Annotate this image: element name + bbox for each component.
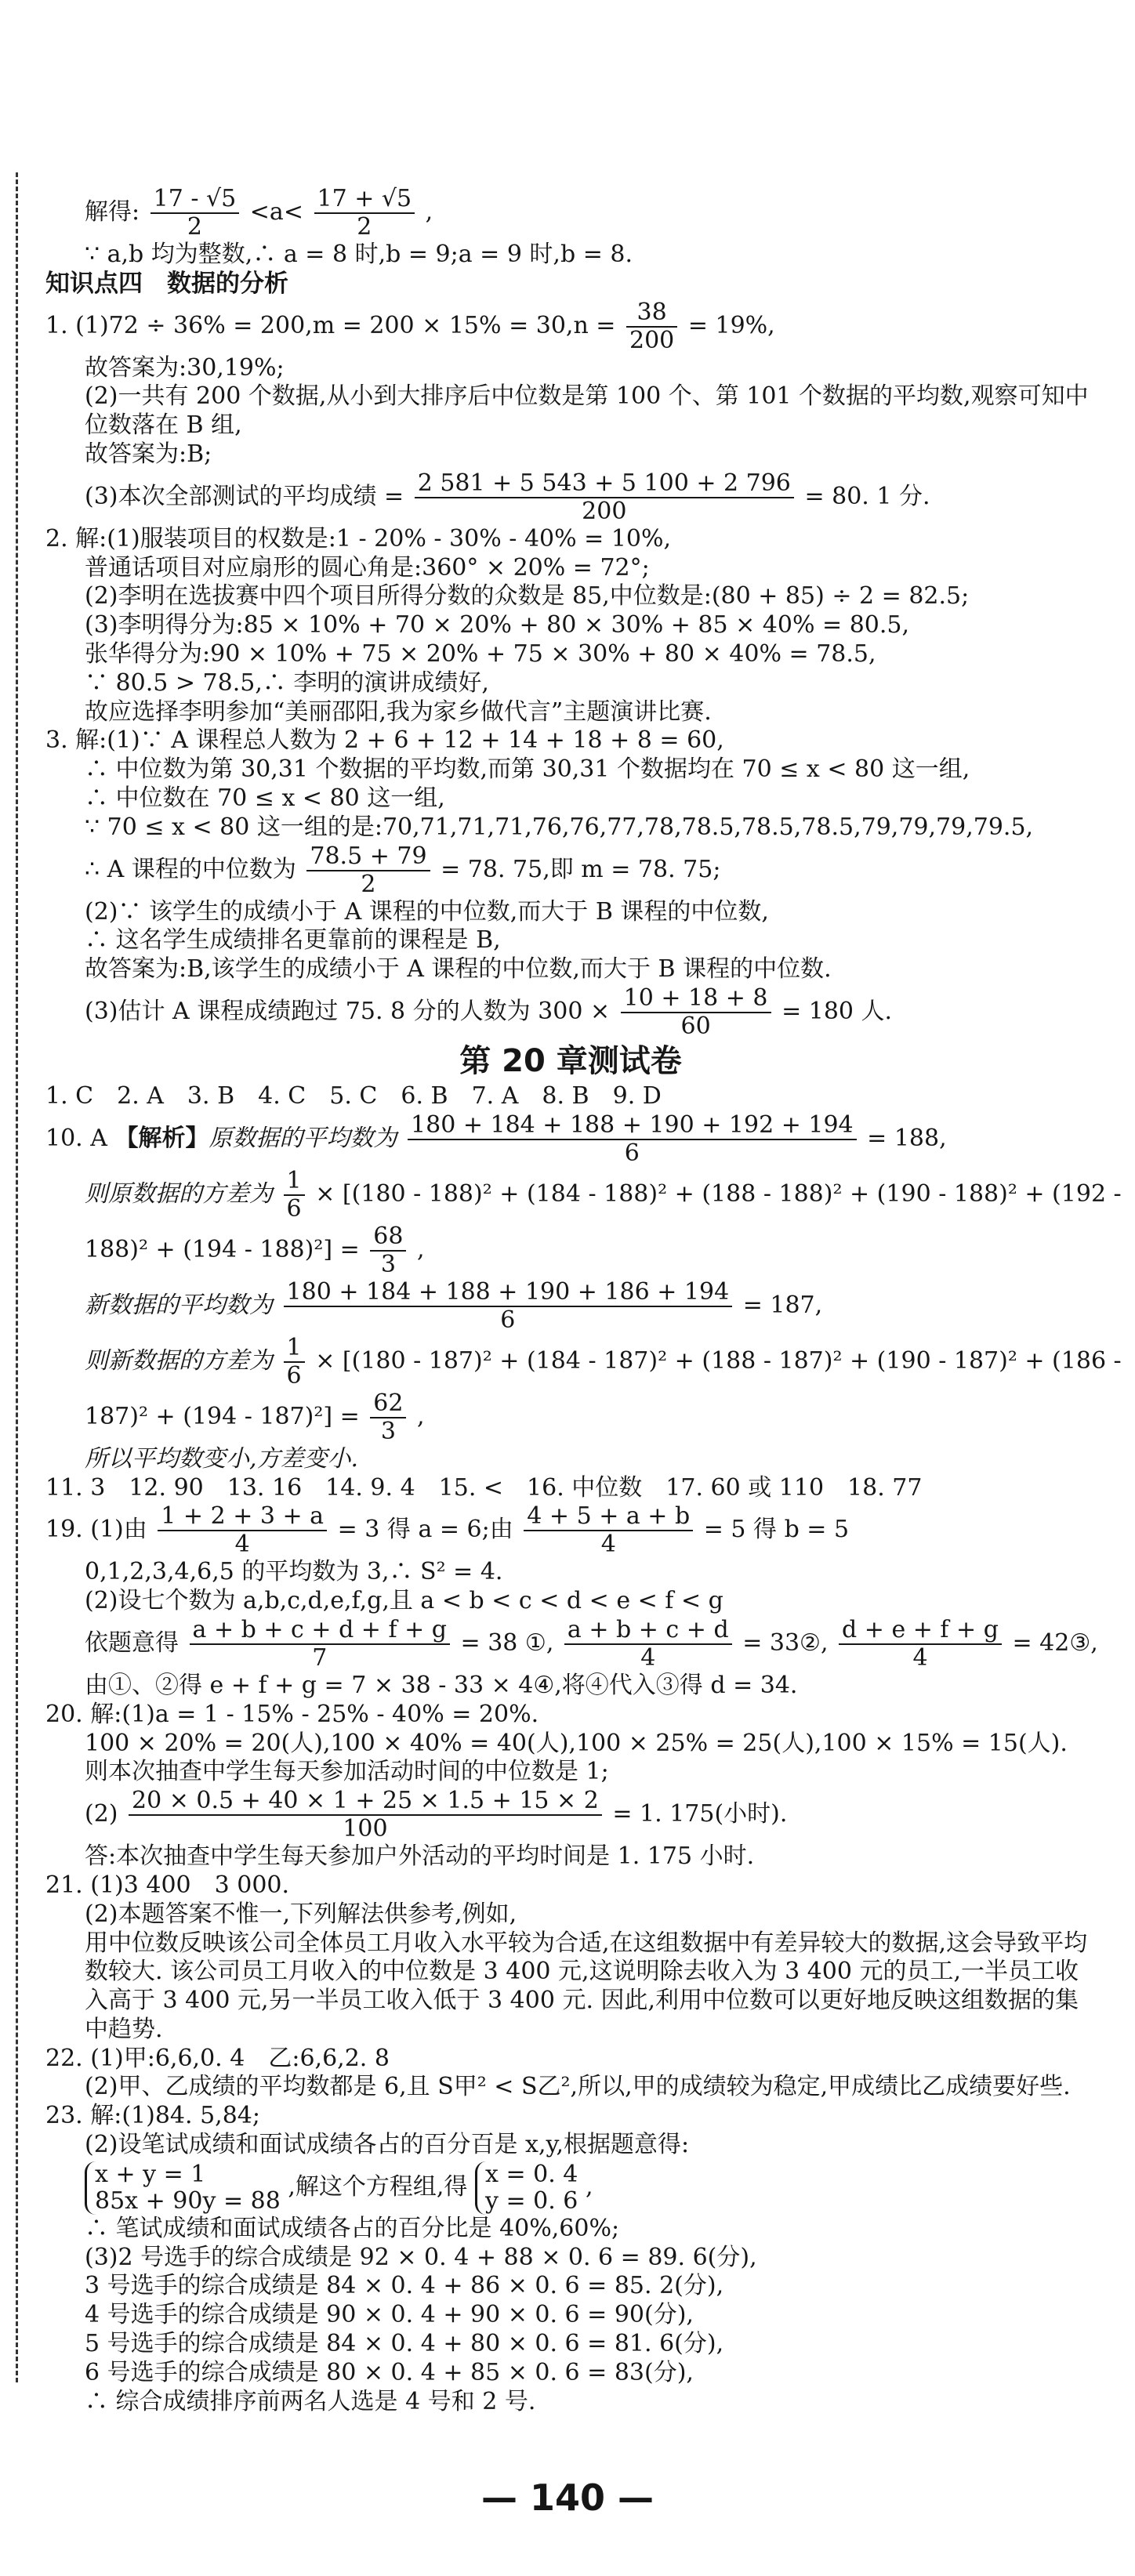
- fraction: $\frac{1 + 2 + 3 + a}{4}$: [158, 1503, 327, 1558]
- text-line: 则本次抽查中学生每天参加活动时间的中位数是 1;: [85, 1758, 609, 1786]
- line-q10-var-new: 则新数据的方差为 $\frac{1}{6}$ × [(180 - 187)² + (184 - 187)² + (188 - 187)² + (190 - 187)² + (186 -: [85, 1333, 1122, 1389]
- line-q3-estimate: (3)估计 A 课程成绩跑过 75. 8 分的人数为 300 × $\frac{10 + 18 + 8}{60}$ = 180 人.: [85, 984, 893, 1040]
- line-q3-median: ∴ A 课程的中位数为 $\frac{78.5 + 79}{2}$ = 78. 75,即 m = 78. 75;: [85, 842, 721, 898]
- text-line: 故答案为:B,该学生的成绩小于 A 课程的中位数,而大于 B 课程的中位数.: [85, 955, 832, 984]
- fraction: $\frac{a + b + c + d}{4}$: [564, 1617, 732, 1672]
- line-q23-system: x + y = 1 85x + 90y = 88 ,解这个方程组,得 x = 0. 4 y = 0. 6 ,: [45, 2160, 1096, 2215]
- text-line: (2)本题答案不惟一,下列解法供参考,例如,: [85, 1900, 517, 1928]
- text-line: ∴ 笔试成绩和面试成绩各占的百分比是 40%,60%;: [85, 2214, 620, 2242]
- text-line: 故应选择李明参加“美丽邵阳,我为家乡做代言”主题演讲比赛.: [85, 697, 712, 726]
- text-line: 100 × 20% = 20(人),100 × 40% = 40(人),100 × 25% = 25(人),100 × 15% = 15(人).: [85, 1729, 1068, 1757]
- text-line: 故答案为:B;: [85, 440, 212, 468]
- section-heading: 知识点四 数据的分析: [45, 269, 288, 298]
- text-line: 21. (1)3 400 3 000.: [45, 1871, 290, 1899]
- text-line: (2)设七个数为 a,b,c,d,e,f,g,且 a < b < c < d < e < f < g: [85, 1587, 723, 1615]
- fraction: $\frac{2 581 + 5 543 + 5 100 + 2 796}{200}$: [415, 470, 794, 525]
- text-line: 5 号选手的综合成绩是 84 × 0. 4 + 80 × 0. 6 = 81. 6(分),: [85, 2330, 724, 2358]
- fraction: $\frac{38}{200}$: [626, 299, 677, 354]
- fraction: $\frac{1}{6}$: [284, 1168, 305, 1223]
- text-line: 6 号选手的综合成绩是 80 × 0. 4 + 85 × 0. 6 = 83(分),: [85, 2358, 694, 2386]
- text-line: (2)李明在选拔赛中四个项目所得分数的众数是 85,中位数是:(80 + 85) ÷ 2 = 82.5;: [85, 582, 970, 610]
- fraction: $\frac{62}{3}$: [370, 1390, 406, 1445]
- fraction: $\frac{d + e + f + g}{4}$: [839, 1617, 1002, 1672]
- text-line: 3. 解:(1)∵ A 课程总人数为 2 + 6 + 12 + 14 + 18 + 8 = 60,: [45, 726, 724, 755]
- answer-content: [45, 185, 1122, 2416]
- equation-system: x + y = 1 85x + 90y = 88: [85, 2161, 281, 2215]
- text-line: 22. (1)甲:6,6,0. 4 乙:6,6,2. 8: [45, 2044, 390, 2072]
- line-q19-equations: 依题意得 $\frac{a + b + c + d + f + g}{7}$ = 38 ①, $\frac{a + b + c + d}{4}$ = 33②, $\frac{d + e + f + g}{4}$ = 42③,: [85, 1615, 1098, 1672]
- text-line: 23. 解:(1)84. 5,84;: [45, 2102, 260, 2130]
- dashed-cut-line: [16, 172, 18, 2382]
- text-line: 3 号选手的综合成绩是 84 × 0. 4 + 86 × 0. 6 = 85. 2(分),: [85, 2272, 724, 2300]
- line-q1-part1: 1. (1)72 ÷ 36% = 200,m = 200 × 15% = 30,n = $\frac{38}{200}$ = 19%,: [45, 298, 775, 354]
- text-line: (2)甲、乙成绩的平均数都是 6,且 S甲² < S乙²,所以,甲的成绩较为稳定,甲成绩比乙成绩要好些.: [85, 2073, 1071, 2101]
- line-q1-part3: (3)本次全部测试的平均成绩 = $\frac{2 581 + 5 543 + 5 100 + 2 796}{200}$ = 80. 1 分.: [85, 469, 930, 525]
- text-line: (2)∵ 该学生的成绩小于 A 课程的中位数,而大于 B 课程的中位数,: [85, 897, 769, 926]
- text-line: 故答案为:30,19%;: [85, 353, 285, 382]
- text-line: 0,1,2,3,4,6,5 的平均数为 3,∴ S² = 4.: [85, 1558, 503, 1586]
- line-q10-var-orig-result: 188)² + (194 - 188)²] = $\frac{68}{3}$ ,: [85, 1222, 425, 1278]
- text-line: ∵ 70 ≤ x < 80 这一组的是:70,71,71,71,76,76,77,78,78.5,78.5,78.5,79,79,79,79.5,: [85, 813, 1034, 841]
- fraction: $\frac{1}{6}$: [284, 1335, 305, 1389]
- text-line: (3)2 号选手的综合成绩是 92 × 0. 4 + 88 × 0. 6 = 89. 6(分),: [85, 2243, 757, 2271]
- fraction: $\frac{17 + √5}{2}$: [314, 186, 415, 241]
- solution-system: x = 0. 4 y = 0. 6: [475, 2161, 578, 2215]
- text-line: 4 号选手的综合成绩是 90 × 0. 4 + 90 × 0. 6 = 90(分),: [85, 2301, 694, 2329]
- text-line: 普通话项目对应扇形的圆心角是:360° × 20% = 72°;: [85, 553, 650, 582]
- fraction: $\frac{10 + 18 + 8}{60}$: [621, 985, 771, 1040]
- text-line: ∵ 80.5 > 78.5,∴ 李明的演讲成绩好,: [85, 668, 489, 697]
- text-line: ∴ 中位数为第 30,31 个数据的平均数,而第 30,31 个数据均在 70 ≤ x < 80 这一组,: [85, 755, 970, 784]
- text-line: 由①、②得 e + f + g = 7 × 38 - 33 × 4④,将④代入③得 d = 34.: [85, 1671, 798, 1699]
- text-line: 张华得分为:90 × 10% + 75 × 20% + 75 × 30% + 80 × 40% = 78.5,: [85, 639, 876, 668]
- line-q10-var-orig: 则原数据的方差为 $\frac{1}{6}$ × [(180 - 188)² + (184 - 188)² + (188 - 188)² + (190 - 188)² + (192 -: [85, 1166, 1122, 1223]
- fraction: $\frac{180 + 184 + 188 + 190 + 192 + 194}{6}$: [408, 1112, 857, 1167]
- line-q10-var-new-result: 187)² + (194 - 187)²] = $\frac{62}{3}$ ,: [85, 1389, 425, 1445]
- choice-answers: 1. C 2. A 3. B 4. C 5. C 6. B 7. A 8. B 9. D: [45, 1081, 662, 1110]
- fraction: $\frac{68}{3}$: [370, 1223, 406, 1278]
- line-q20-average: (2) $\frac{20 \times 0.5 + 40 \times 1 + 25 \times 1.5 + 15 \times 2}{100}$ = 1. 175(小时).: [85, 1787, 788, 1843]
- fraction: $\frac{17 - √5}{2}$: [150, 186, 240, 241]
- text-line: (2)一共有 200 个数据,从小到大排序后中位数是第 100 个、第 101 个数据的平均数,观察可知中位数落在 B 组,: [85, 382, 1089, 440]
- text-line: 2. 解:(1)服装项目的权数是:1 - 20% - 30% - 40% = 10%,: [45, 524, 672, 553]
- fraction: $\frac{a + b + c + d + f + g}{7}$: [190, 1617, 450, 1672]
- chapter-title: 第 20 章测试卷: [459, 1042, 682, 1079]
- fraction: $\frac{180 + 184 + 188 + 190 + 186 + 194}{6}$: [284, 1279, 733, 1334]
- text-line: 答:本次抽查中学生每天参加户外活动的平均时间是 1. 175 小时.: [85, 1842, 755, 1871]
- text-line: ∴ 这名学生成绩排名更靠前的课程是 B,: [85, 926, 501, 955]
- text-line: 所以平均数变小,方差变小.: [85, 1444, 359, 1473]
- line-q10-new-mean: 新数据的平均数为 $\frac{180 + 184 + 188 + 190 + 186 + 194}{6}$ = 187,: [85, 1277, 823, 1334]
- text-line: 20. 解:(1)a = 1 - 15% - 25% - 40% = 20%.: [45, 1700, 539, 1728]
- page-number: — 140 —: [480, 2476, 655, 2519]
- line-solve-range: 解得: $\frac{17 - √5}{2}$ <a< $\frac{17 + √5}{2}$ ,: [85, 185, 433, 241]
- line-q10-mean: 10. A 【解析】原数据的平均数为 $\frac{180 + 184 + 188 + 190 + 192 + 194}{6}$ = 188,: [45, 1110, 947, 1167]
- fraction: $\frac{20 \times 0.5 + 40 \times 1 + 25 \times 1.5 + 15 \times 2}{100}$: [129, 1788, 602, 1842]
- text-line: (2)设笔试成绩和面试成绩各占的百分百是 x,y,根据题意得:: [85, 2131, 690, 2159]
- fill-answers: 11. 3 12. 90 13. 16 14. 9. 4 15. < 16. 中位数 17. 60 或 110 18. 77: [45, 1473, 923, 1502]
- fraction: $\frac{4 + 5 + a + b}{4}$: [524, 1503, 693, 1558]
- fraction: $\frac{78.5 + 79}{2}$: [306, 843, 430, 898]
- text-line: ∴ 中位数在 70 ≤ x < 80 这一组,: [85, 784, 445, 812]
- text-line: 用中位数反映该公司全体员工月收入水平较为合适,在这组数据中有差异较大的数据,这会导致平均数较大. 该公司员工月收入的中位数是 3 400 元,这说明除去收入为 3 400 元的员工,一半员工收入高于 3 400 元,另一半员工收入低于 3 400 元. 因此,利用中位数可以更好地反映这组数据的集中趋势.: [85, 1929, 1088, 2043]
- text-line: (3)李明得分为:85 × 10% + 70 × 20% + 80 × 30% + 85 × 40% = 80.5,: [85, 611, 910, 639]
- text-line: ∴ 综合成绩排序前两名人选是 4 号和 2 号.: [85, 2387, 536, 2415]
- line-q19-part1: 19. (1)由 $\frac{1 + 2 + 3 + a}{4}$ = 3 得 a = 6;由 $\frac{4 + 5 + a + b}{4}$ = 5 得 b = 5: [45, 1502, 850, 1559]
- text-line: ∵ a,b 均为整数,∴ a = 8 时,b = 9;a = 9 时,b = 8.: [85, 241, 633, 268]
